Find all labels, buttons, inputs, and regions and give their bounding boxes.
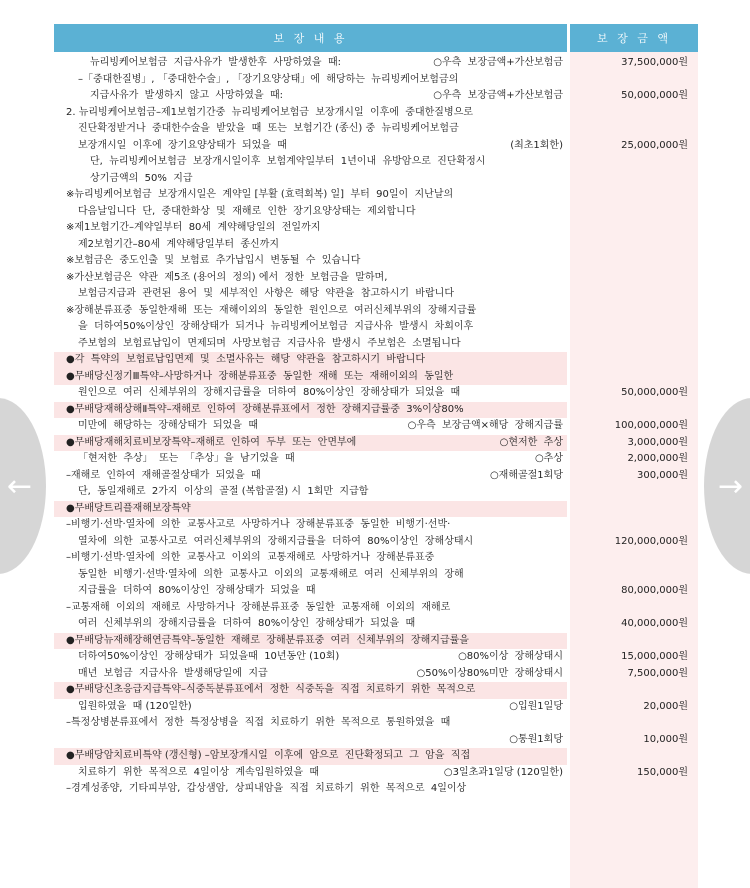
amount-value: 2,000,000원 [627,453,688,464]
coverage-cell [54,616,567,633]
table-row [54,501,698,518]
amount-cell [570,550,698,567]
table-row [54,336,698,353]
coverage-condition: ○50%이상80%미만 장해상태시 [416,667,563,679]
amount-cell [570,237,698,254]
amount-value [688,783,698,794]
table-row [54,435,698,452]
coverage-text: 주보험의 보험료납입이 면제되며 사망보험금 지급사유 발생시 주보험은 소멸됩니다 [78,337,461,349]
coverage-cell [54,72,567,89]
coverage-cell [54,550,567,567]
amount-value: 7,500,000원 [627,667,688,679]
amount-value [688,156,698,167]
coverage-text: 단, 뉴리빙케어보험금 보장개시일이후 보험계약일부터 1년이내 유방암으로 진단확정시 [90,156,486,167]
table-row [54,616,698,633]
coverage-cell [54,121,567,138]
arrow-right-icon: → [718,468,744,504]
coverage-condition: ○입원1일당 [509,700,563,712]
table-row [54,303,698,320]
amount-cell [570,732,698,749]
arrow-left-icon: ← [6,468,32,504]
coverage-text: ●무배당재해치료비보장특약–재해로 인하여 두부 또는 안면부에 [66,436,357,448]
table-row [54,468,698,485]
table-row [54,220,698,237]
amount-value [688,750,698,761]
amount-cell [570,303,698,320]
amount-cell [570,600,698,617]
amount-value [688,486,698,497]
coverage-cell [54,534,567,551]
amount-cell [570,385,698,402]
coverage-text: ●무배당뉴재해장해연금특약–동일한 재해로 장해분류표중 여러 신체부위의 장해지급률을 [66,634,469,646]
amount-value: 120,000,000원 [614,535,688,547]
coverage-cell [54,319,567,336]
coverage-text: 다음날입니다 단, 중대한화상 및 재해로 인한 장기요양상태는 제외합니다 [78,205,416,217]
coverage-cell [54,633,567,650]
coverage-text: 뉴리빙케어보험금 지급사유가 발생한후 사망하였을 때: [90,57,341,68]
coverage-text: 여러 신체부위의 장해지급률을 더하여 80%이상인 장해상태가 되었을 때 [78,618,416,629]
coverage-text: 더하여50%이상인 장해상태가 되었을때 10년동안 (10회) [78,651,340,662]
table-row [54,55,698,72]
coverage-text: ●무배당신정기Ⅲ특약–사망하거나 장해분류표중 동일한 재해 또는 재해이외의 동일한 [66,370,454,382]
coverage-cell [54,468,567,485]
table-row [54,204,698,221]
amount-cell [570,435,698,452]
header-coverage-content: 보 장 내 용 [54,24,567,52]
amount-value [688,189,698,200]
coverage-cell [54,55,567,72]
coverage-text: ※제1보험기간–계약일부터 80세 계약해당일의 전일까지 [66,222,321,233]
amount-value [688,552,698,563]
amount-cell [570,105,698,122]
coverage-cell [54,237,567,254]
amount-cell [570,765,698,782]
amount-value: 15,000,000원 [621,651,688,662]
coverage-text: –재해로 인하여 재해골절상태가 되었을 때 [66,469,261,481]
amount-value [688,684,698,695]
table-row [54,385,698,402]
coverage-text: 진단확정받거나 중대한수술을 받았을 때 또는 보험기간 (종신) 중 뉴리빙케어보험금 [78,123,459,134]
coverage-text: 원인으로 여러 신체부위의 장해지급률을 더하여 80%이상인 장해상태가 되었을 때 [78,387,461,398]
coverage-text: ※가산보험금은 약관 제5조 (용어의 정의) 에서 정한 보험금을 말하며, [66,271,388,283]
coverage-text: –교통재해 이외의 재해로 사망하거나 장해분류표중 동일한 교통재해 이외의 재해로 [66,601,451,613]
coverage-cell [54,253,567,270]
amount-value [688,602,698,613]
amount-value: 300,000원 [636,469,688,481]
coverage-text: ●각 특약의 보험료납입면제 및 소멸사유는 해당 약관을 참고하시기 바랍니다 [66,354,426,365]
amount-value [688,519,698,530]
coverage-condition: ○80%이상 장해상태시 [458,651,563,662]
amount-value [688,569,698,580]
amount-cell [570,748,698,765]
amount-value [688,239,698,250]
coverage-cell [54,187,567,204]
coverage-cell [54,286,567,303]
amount-cell [570,567,698,584]
amount-cell [570,715,698,732]
amount-value [688,371,698,382]
table-row [54,567,698,584]
amount-cell [570,88,698,105]
coverage-text: 보험금지급과 관련된 용어 및 세부적인 사항은 해당 약관을 참고하시기 바랍니다 [78,288,454,299]
coverage-text: 입원하였을 때 (120일한) [78,700,192,712]
table-row [54,550,698,567]
amount-value [688,255,698,266]
coverage-cell [54,138,567,155]
next-page-button[interactable] [704,398,750,574]
coverage-cell [54,418,567,435]
coverage-text: –비행기·선박·열차에 의한 교통사고로 사망하거나 장해분류표중 동일한 비행기·선박· [66,519,451,530]
coverage-cell [54,220,567,237]
amount-cell [570,633,698,650]
amount-cell [570,583,698,600]
amount-cell [570,336,698,353]
amount-value: 50,000,000원 [621,90,688,101]
coverage-condition: ○우측 보장금액+가산보험금 [433,90,563,101]
coverage-cell [54,682,567,699]
amount-cell [570,253,698,270]
amount-cell [570,220,698,237]
amount-value [688,503,698,514]
amount-cell [570,369,698,386]
amount-cell [570,187,698,204]
amount-cell [570,418,698,435]
amount-value [688,123,698,134]
coverage-cell [54,666,567,683]
amount-cell [570,666,698,683]
coverage-condition: ○추상 [534,453,563,464]
coverage-condition: (최초1회한) [510,139,563,151]
coverage-cell [54,781,567,798]
amount-cell [570,204,698,221]
amount-cell [570,286,698,303]
amount-cell [570,699,698,716]
amount-value: 25,000,000원 [621,139,688,151]
amount-cell [570,649,698,666]
amount-value: 37,500,000원 [621,57,688,68]
amount-value [688,173,698,184]
coverage-cell [54,270,567,287]
amount-value: 150,000원 [636,766,688,778]
table-row [54,138,698,155]
amount-value: 20,000원 [643,700,688,712]
coverage-condition: ○우측 보장금액+가산보험금 [433,57,563,68]
coverage-text: –특정상병분류표에서 정한 특정상병을 직접 치료하기 위한 목적으로 통원하였을 때 [66,717,451,728]
amount-cell [570,138,698,155]
table-row [54,451,698,468]
table-row [54,154,698,171]
table-row [54,748,698,765]
coverage-text: –경계성종양, 기타피부암, 갑상샘암, 상피내암을 직접 치료하기 위한 목적으로 4일이상 [66,783,467,794]
table-row [54,319,698,336]
amount-value [688,74,698,85]
amount-cell [570,781,698,798]
coverage-condition: ○현저한 추상 [499,436,563,448]
coverage-cell [54,567,567,584]
amount-cell [570,451,698,468]
coverage-text: ※뉴리빙케어보험금 보장개시일은 계약일 [부활 (효력회복) 일] 부터 90일이 지난날의 [66,189,454,200]
coverage-text: ●무배당암치료비특약 (갱신형) –암보장개시일 이후에 암으로 진단확정되고 그 암을 직접 [66,750,471,761]
coverage-cell [54,583,567,600]
coverage-cell [54,303,567,320]
table-row [54,666,698,683]
table-row [54,286,698,303]
coverage-condition: ○통원1회당 [509,733,563,745]
table-row [54,105,698,122]
coverage-cell [54,451,567,468]
amount-value: 50,000,000원 [621,387,688,398]
coverage-cell [54,171,567,188]
amount-cell [570,55,698,72]
amount-value [688,321,698,332]
coverage-cell [54,699,567,716]
coverage-cell [54,105,567,122]
coverage-cell [54,402,567,419]
coverage-text: 매년 보험금 지급사유 발생해당일에 지급 [78,667,268,679]
table-row [54,171,698,188]
table-row [54,765,698,782]
table-row [54,484,698,501]
amount-value [688,222,698,233]
table-row [54,237,698,254]
coverage-cell [54,204,567,221]
coverage-cell [54,748,567,765]
coverage-text: 을 더하여50%이상인 장해상태가 되거나 뉴리빙케어보험금 지급사유 발생시 차회이후 [78,321,474,332]
coverage-text: 미만에 해당하는 장해상태가 되었을 때 [78,420,258,431]
coverage-cell [54,501,567,518]
coverage-cell [54,369,567,386]
coverage-condition: ○우측 보장금액×해당 장해지급률 [407,420,563,431]
table-row [54,534,698,551]
coverage-text: –「중대한질병」, 「중대한수술」, 「장기요양상태」에 해당하는 뉴리빙케어보험금의 [78,73,459,85]
amount-value [688,206,698,217]
table-row [54,699,698,716]
table-row [54,633,698,650]
amount-cell [570,352,698,369]
prev-page-button[interactable] [0,398,46,574]
coverage-text: 2. 뉴리빙케어보험금–제1보험기간중 뉴리빙케어보험금 보장개시일 이후에 중대한질병으로 [66,106,473,118]
amount-value: 100,000,000원 [614,420,688,431]
amount-value [688,288,698,299]
coverage-cell [54,517,567,534]
table-row [54,88,698,105]
amount-value: 3,000,000원 [627,436,688,448]
amount-cell [570,616,698,633]
coverage-cell [54,385,567,402]
coverage-text: 지급률을 더하여 80%이상인 장해상태가 되었을 때 [78,585,316,596]
coverage-cell [54,649,567,666]
coverage-text: ●무배당트리플재해보장특약 [66,502,191,514]
table-row [54,402,698,419]
coverage-cell [54,435,567,452]
coverage-text: 지급사유가 발생하지 않고 사망하였을 때: [90,90,284,101]
amount-value [688,305,698,316]
coverage-text: 상기금액의 50% 지급 [90,172,193,184]
coverage-text: 「현저한 추상」 또는 「추상」을 남기었을 때 [78,453,295,464]
amount-cell [570,319,698,336]
amount-cell [570,154,698,171]
amount-value [688,338,698,349]
coverage-text: ●무배당재해상해Ⅱ특약–재해로 인하여 장해분류표에서 정한 장해지급률중 3%이상80% [66,403,464,415]
table-row [54,187,698,204]
table-row [54,72,698,89]
coverage-text: 치료하기 위한 목적으로 4일이상 계속입원하였을 때 [78,766,320,778]
amount-value: 80,000,000원 [621,585,688,596]
coverage-cell [54,154,567,171]
amount-cell [570,402,698,419]
table-row [54,682,698,699]
table-row [54,418,698,435]
coverage-cell [54,336,567,353]
coverage-cell [54,600,567,617]
coverage-cell [54,715,567,732]
coverage-text: ●무배당신초응급지급특약–식중독분류표에서 정한 식중독을 직접 치료하기 위한 목적으로 [66,684,476,695]
amount-cell [570,468,698,485]
coverage-cell [54,88,567,105]
amount-cell [570,682,698,699]
coverage-text: 보장개시일 이후에 장기요양상태가 되었을 때 [78,139,287,151]
amount-cell [570,501,698,518]
table-row [54,270,698,287]
amount-value [688,404,698,415]
amount-value [688,717,698,728]
coverage-condition: ○3일초과1일당 (120일한) [443,766,563,778]
table-row [54,781,698,798]
coverage-text: ※장해분류표중 동일한재해 또는 재해이외의 동일한 원인으로 여러신체부위의 장해지급률 [66,304,477,316]
table-row [54,369,698,386]
coverage-text: 단, 동일재해로 2가지 이상의 골절 (복합골절) 시 1회만 지급함 [78,486,369,497]
coverage-text: 제2보험기간–80세 계약해당일부터 종신까지 [78,238,280,250]
coverage-text: 열차에 의한 교통사고로 여러신체부위의 장해지급률을 더하여 80%이상인 장해상태시 [78,535,474,547]
table-row [54,517,698,534]
table-row [54,715,698,732]
table-body [54,52,698,888]
coverage-cell [54,484,567,501]
coverage-cell [54,732,567,749]
table-row [54,649,698,666]
coverage-condition: ○재해골절1회당 [489,469,563,481]
amount-cell [570,534,698,551]
header-coverage-amount: 보 장 금 액 [570,24,698,52]
amount-cell [570,270,698,287]
amount-value [688,107,698,118]
coverage-text: 동일한 비행기·선박·열차에 의한 교통사고 이외의 교통재해로 여러 신체부위의 장해 [78,568,464,580]
amount-value: 10,000원 [643,733,688,745]
amount-value: 40,000,000원 [621,618,688,629]
table-row [54,121,698,138]
coverage-cell [54,765,567,782]
amount-cell [570,517,698,534]
table-row [54,732,698,749]
coverage-text: ※보험금은 중도인출 및 보험료 추가납입시 변동될 수 있습니다 [66,255,361,266]
amount-cell [570,121,698,138]
table-row [54,253,698,270]
amount-value [688,635,698,646]
table-row [54,583,698,600]
amount-cell [570,171,698,188]
amount-value [688,272,698,283]
amount-cell [570,72,698,89]
amount-cell [570,484,698,501]
coverage-cell [54,352,567,369]
amount-value [688,354,698,365]
coverage-text: –비행기·선박·열차에 의한 교통사고 이외의 교통재해로 사망하거나 장해분류표중 [66,552,435,563]
table-row [54,352,698,369]
table-row [54,600,698,617]
